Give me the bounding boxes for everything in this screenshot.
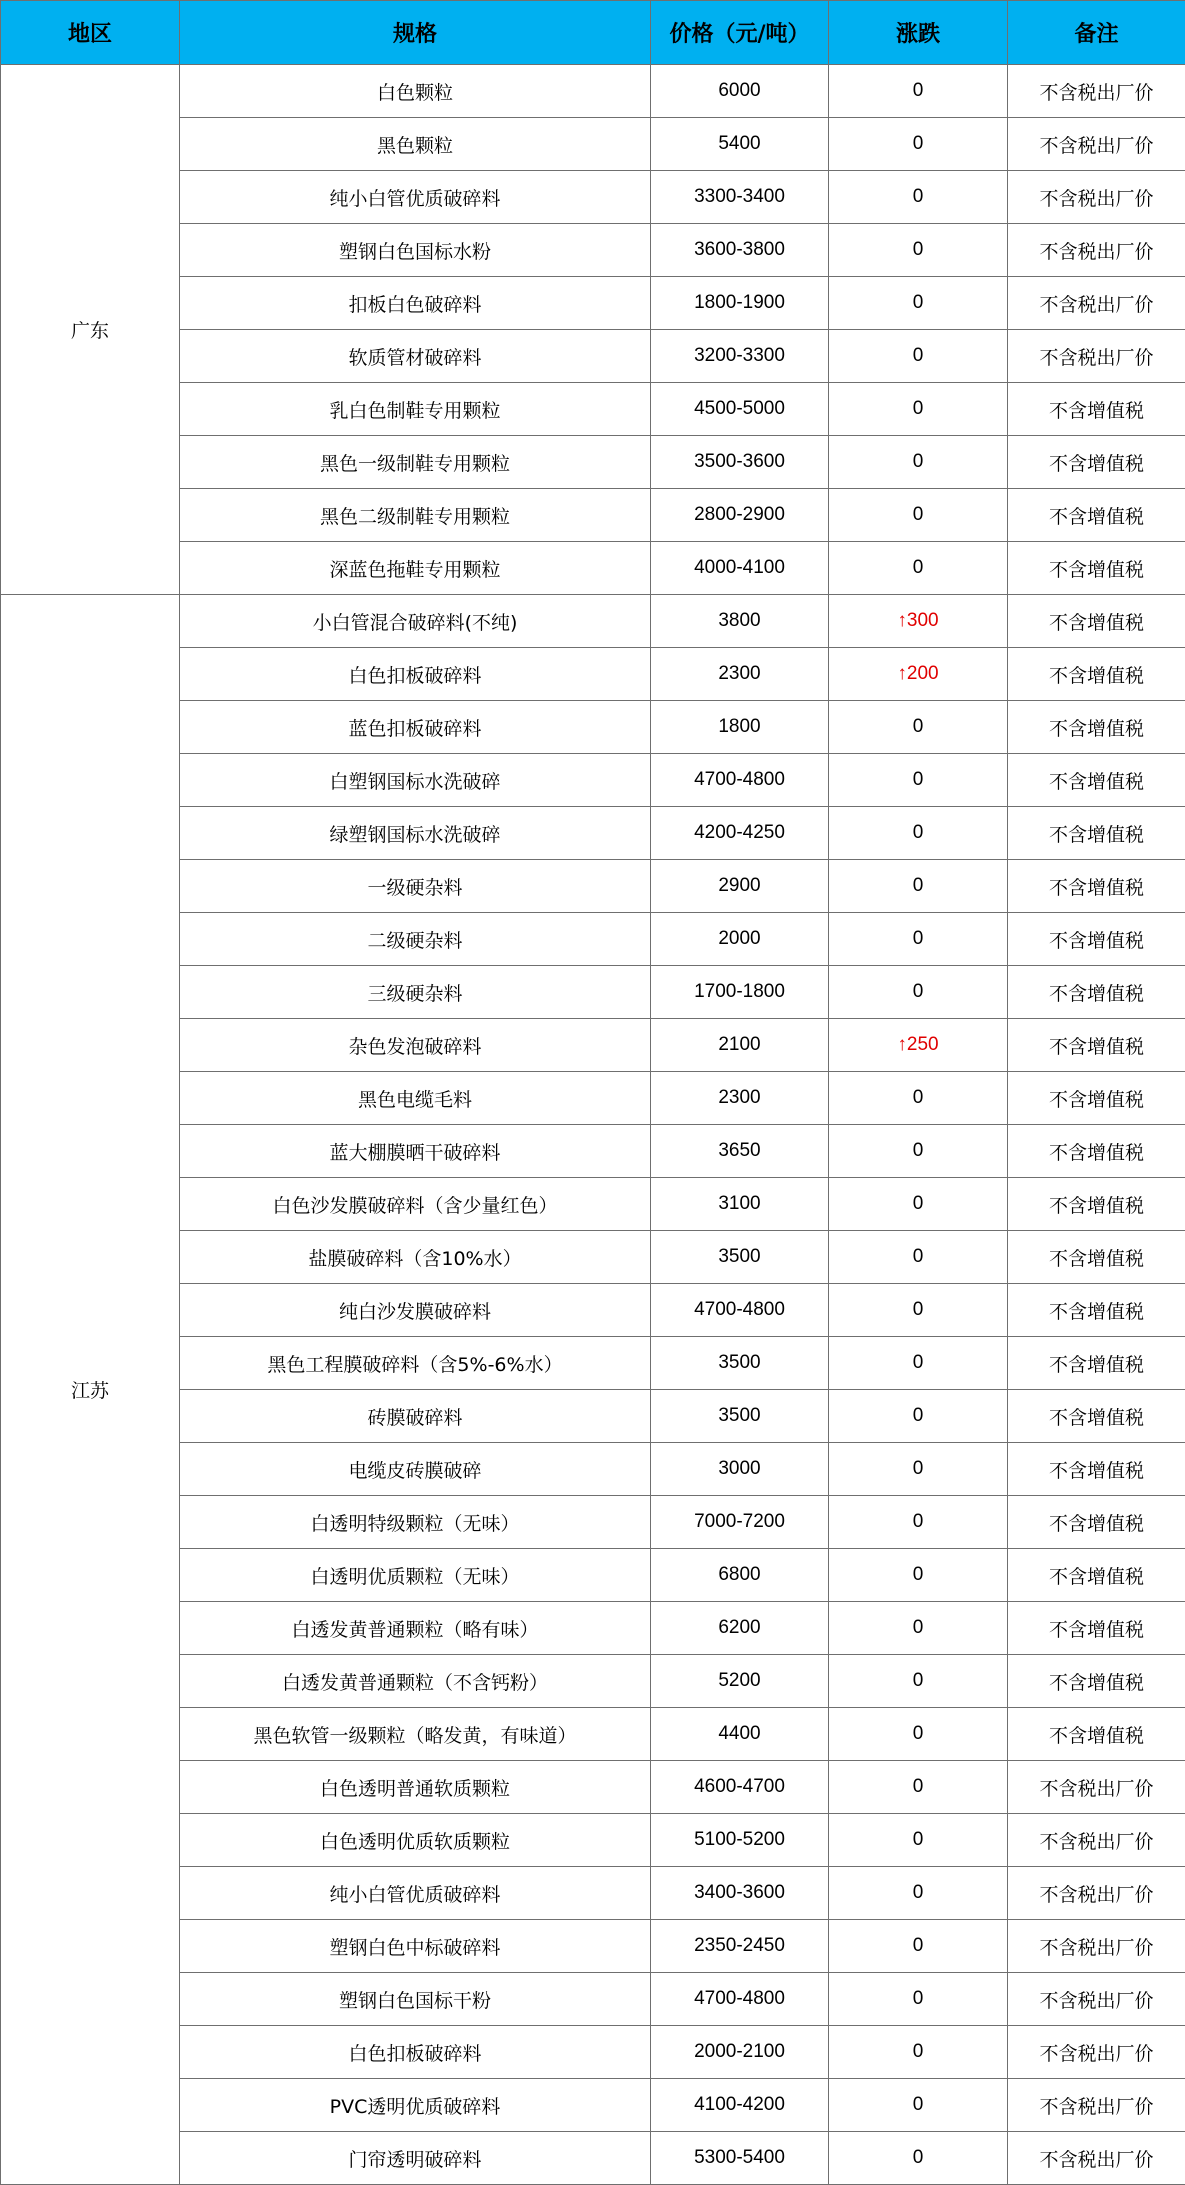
spec-cell: 砖膜破碎料 — [180, 1390, 651, 1443]
note-cell: 不含增值税 — [1008, 913, 1185, 966]
spec-cell: 白色透明优质软质颗粒 — [180, 1814, 651, 1867]
note-cell: 不含增值税 — [1008, 1549, 1185, 1602]
change-cell: 0 — [829, 860, 1008, 913]
header-change: 涨跌 — [829, 1, 1008, 65]
header-price: 价格（元/吨） — [651, 1, 829, 65]
note-cell: 不含税出厂价 — [1008, 330, 1185, 383]
note-cell: 不含税出厂价 — [1008, 2079, 1185, 2132]
spec-cell: 白透明优质颗粒（无味） — [180, 1549, 651, 1602]
change-cell: 0 — [829, 1390, 1008, 1443]
note-cell: 不含增值税 — [1008, 1708, 1185, 1761]
note-cell: 不含税出厂价 — [1008, 1761, 1185, 1814]
spec-cell: 扣板白色破碎料 — [180, 277, 651, 330]
change-cell: 0 — [829, 701, 1008, 754]
price-cell: 5400 — [651, 118, 829, 171]
change-cell: 0 — [829, 966, 1008, 1019]
change-cell: 0 — [829, 1920, 1008, 1973]
spec-cell: 白透发黄普通颗粒（不含钙粉） — [180, 1655, 651, 1708]
note-cell: 不含增值税 — [1008, 1125, 1185, 1178]
change-cell: 0 — [829, 1443, 1008, 1496]
price-cell: 1700-1800 — [651, 966, 829, 1019]
price-cell: 3650 — [651, 1125, 829, 1178]
price-cell: 3300-3400 — [651, 171, 829, 224]
spec-cell: 黑色一级制鞋专用颗粒 — [180, 436, 651, 489]
price-cell: 3800 — [651, 595, 829, 648]
table-body — [1, 65, 1185, 2185]
change-cell: ↑250 — [829, 1019, 1008, 1072]
note-cell: 不含增值税 — [1008, 807, 1185, 860]
spec-cell: PVC透明优质破碎料 — [180, 2079, 651, 2132]
spec-cell: 二级硬杂料 — [180, 913, 651, 966]
note-cell: 不含增值税 — [1008, 1655, 1185, 1708]
spec-cell: 黑色工程膜破碎料（含5%-6%水） — [180, 1337, 651, 1390]
change-cell: 0 — [829, 1496, 1008, 1549]
price-cell: 3000 — [651, 1443, 829, 1496]
price-cell: 4100-4200 — [651, 2079, 829, 2132]
spec-cell: 软质管材破碎料 — [180, 330, 651, 383]
spec-cell: 三级硬杂料 — [180, 966, 651, 1019]
change-cell: 0 — [829, 1549, 1008, 1602]
change-cell: 0 — [829, 1814, 1008, 1867]
change-cell: 0 — [829, 65, 1008, 118]
price-cell: 4700-4800 — [651, 1284, 829, 1337]
change-cell: 0 — [829, 2079, 1008, 2132]
spec-cell: 电缆皮砖膜破碎 — [180, 1443, 651, 1496]
price-cell: 6200 — [651, 1602, 829, 1655]
price-cell: 3500 — [651, 1337, 829, 1390]
header-note: 备注 — [1008, 1, 1185, 65]
note-cell: 不含增值税 — [1008, 1231, 1185, 1284]
note-cell: 不含增值税 — [1008, 1496, 1185, 1549]
price-cell: 2350-2450 — [651, 1920, 829, 1973]
header-row — [1, 1, 1185, 65]
note-cell: 不含税出厂价 — [1008, 2026, 1185, 2079]
spec-cell: 白色扣板破碎料 — [180, 2026, 651, 2079]
price-cell: 3400-3600 — [651, 1867, 829, 1920]
price-cell: 4200-4250 — [651, 807, 829, 860]
price-cell: 5200 — [651, 1655, 829, 1708]
spec-cell: 蓝色扣板破碎料 — [180, 701, 651, 754]
note-cell: 不含税出厂价 — [1008, 2132, 1185, 2185]
spec-cell: 绿塑钢国标水洗破碎 — [180, 807, 651, 860]
note-cell: 不含增值税 — [1008, 701, 1185, 754]
change-cell: 0 — [829, 1178, 1008, 1231]
change-cell: 0 — [829, 1231, 1008, 1284]
note-cell: 不含增值税 — [1008, 1337, 1185, 1390]
note-cell: 不含税出厂价 — [1008, 1867, 1185, 1920]
change-cell: 0 — [829, 330, 1008, 383]
price-cell: 6800 — [651, 1549, 829, 1602]
note-cell: 不含税出厂价 — [1008, 65, 1185, 118]
change-cell: 0 — [829, 1125, 1008, 1178]
price-cell: 4000-4100 — [651, 542, 829, 595]
price-cell: 2300 — [651, 1072, 829, 1125]
table-row — [1, 65, 1185, 118]
price-cell: 3600-3800 — [651, 224, 829, 277]
change-cell: 0 — [829, 383, 1008, 436]
price-cell: 4500-5000 — [651, 383, 829, 436]
change-cell: 0 — [829, 118, 1008, 171]
price-cell: 3500 — [651, 1231, 829, 1284]
header-spec: 规格 — [180, 1, 651, 65]
spec-cell: 乳白色制鞋专用颗粒 — [180, 383, 651, 436]
spec-cell: 白色颗粒 — [180, 65, 651, 118]
change-cell: 0 — [829, 1867, 1008, 1920]
change-cell: 0 — [829, 171, 1008, 224]
spec-cell: 深蓝色拖鞋专用颗粒 — [180, 542, 651, 595]
change-cell: 0 — [829, 754, 1008, 807]
spec-cell: 白色扣板破碎料 — [180, 648, 651, 701]
note-cell: 不含增值税 — [1008, 648, 1185, 701]
note-cell: 不含增值税 — [1008, 1443, 1185, 1496]
spec-cell: 小白管混合破碎料(不纯) — [180, 595, 651, 648]
spec-cell: 塑钢白色中标破碎料 — [180, 1920, 651, 1973]
note-cell: 不含增值税 — [1008, 383, 1185, 436]
price-cell: 3500-3600 — [651, 436, 829, 489]
note-cell: 不含增值税 — [1008, 436, 1185, 489]
spec-cell: 白透发黄普通颗粒（略有味） — [180, 1602, 651, 1655]
spec-cell: 一级硬杂料 — [180, 860, 651, 913]
spec-cell: 白塑钢国标水洗破碎 — [180, 754, 651, 807]
note-cell: 不含税出厂价 — [1008, 1920, 1185, 1973]
change-cell: 0 — [829, 277, 1008, 330]
note-cell: 不含增值税 — [1008, 1602, 1185, 1655]
price-cell: 1800 — [651, 701, 829, 754]
change-cell: 0 — [829, 1973, 1008, 2026]
note-cell: 不含增值税 — [1008, 489, 1185, 542]
note-cell: 不含税出厂价 — [1008, 1973, 1185, 2026]
note-cell: 不含税出厂价 — [1008, 118, 1185, 171]
spec-cell: 黑色二级制鞋专用颗粒 — [180, 489, 651, 542]
change-cell: 0 — [829, 807, 1008, 860]
price-cell: 2000 — [651, 913, 829, 966]
change-cell: 0 — [829, 1602, 1008, 1655]
price-cell: 3500 — [651, 1390, 829, 1443]
change-cell: 0 — [829, 489, 1008, 542]
spec-cell: 杂色发泡破碎料 — [180, 1019, 651, 1072]
change-cell: 0 — [829, 1655, 1008, 1708]
header-region: 地区 — [1, 1, 180, 65]
note-cell: 不含增值税 — [1008, 1178, 1185, 1231]
price-cell: 4400 — [651, 1708, 829, 1761]
spec-cell: 塑钢白色国标水粉 — [180, 224, 651, 277]
spec-cell: 纯小白管优质破碎料 — [180, 171, 651, 224]
price-cell: 3100 — [651, 1178, 829, 1231]
table-row — [1, 595, 1185, 648]
spec-cell: 盐膜破碎料（含10%水） — [180, 1231, 651, 1284]
table-header — [1, 1, 1185, 65]
change-cell: 0 — [829, 1072, 1008, 1125]
change-cell: ↑200 — [829, 648, 1008, 701]
note-cell: 不含增值税 — [1008, 1072, 1185, 1125]
price-cell: 1800-1900 — [651, 277, 829, 330]
spec-cell: 黑色颗粒 — [180, 118, 651, 171]
change-cell: ↑300 — [829, 595, 1008, 648]
price-cell: 4700-4800 — [651, 1973, 829, 2026]
spec-cell: 黑色电缆毛料 — [180, 1072, 651, 1125]
change-cell: 0 — [829, 1284, 1008, 1337]
note-cell: 不含增值税 — [1008, 542, 1185, 595]
note-cell: 不含增值税 — [1008, 966, 1185, 1019]
price-cell: 2300 — [651, 648, 829, 701]
change-cell: 0 — [829, 224, 1008, 277]
spec-cell: 白色沙发膜破碎料（含少量红色） — [180, 1178, 651, 1231]
spec-cell: 门帘透明破碎料 — [180, 2132, 651, 2185]
price-cell: 5300-5400 — [651, 2132, 829, 2185]
spec-cell: 塑钢白色国标干粉 — [180, 1973, 651, 2026]
spec-cell: 黑色软管一级颗粒（略发黄，有味道） — [180, 1708, 651, 1761]
change-cell: 0 — [829, 2132, 1008, 2185]
note-cell: 不含增值税 — [1008, 595, 1185, 648]
change-cell: 0 — [829, 436, 1008, 489]
change-cell: 0 — [829, 1761, 1008, 1814]
change-cell: 0 — [829, 1337, 1008, 1390]
note-cell: 不含税出厂价 — [1008, 224, 1185, 277]
note-cell: 不含税出厂价 — [1008, 171, 1185, 224]
change-cell: 0 — [829, 2026, 1008, 2079]
price-cell: 4700-4800 — [651, 754, 829, 807]
region-cell: 江苏 — [1, 595, 180, 2185]
price-cell: 2100 — [651, 1019, 829, 1072]
spec-cell: 纯小白管优质破碎料 — [180, 1867, 651, 1920]
spec-cell: 白色透明普通软质颗粒 — [180, 1761, 651, 1814]
price-cell: 5100-5200 — [651, 1814, 829, 1867]
region-cell: 广东 — [1, 65, 180, 595]
note-cell: 不含税出厂价 — [1008, 277, 1185, 330]
note-cell: 不含增值税 — [1008, 754, 1185, 807]
price-cell: 3200-3300 — [651, 330, 829, 383]
price-cell: 2900 — [651, 860, 829, 913]
note-cell: 不含增值税 — [1008, 1019, 1185, 1072]
price-cell: 2000-2100 — [651, 2026, 829, 2079]
note-cell: 不含税出厂价 — [1008, 1814, 1185, 1867]
note-cell: 不含增值税 — [1008, 860, 1185, 913]
note-cell: 不含增值税 — [1008, 1284, 1185, 1337]
price-cell: 6000 — [651, 65, 829, 118]
change-cell: 0 — [829, 1708, 1008, 1761]
spec-cell: 纯白沙发膜破碎料 — [180, 1284, 651, 1337]
change-cell: 0 — [829, 913, 1008, 966]
spec-cell: 蓝大棚膜晒干破碎料 — [180, 1125, 651, 1178]
note-cell: 不含增值税 — [1008, 1390, 1185, 1443]
price-cell: 7000-7200 — [651, 1496, 829, 1549]
spec-cell: 白透明特级颗粒（无味） — [180, 1496, 651, 1549]
price-cell: 2800-2900 — [651, 489, 829, 542]
change-cell: 0 — [829, 542, 1008, 595]
price-cell: 4600-4700 — [651, 1761, 829, 1814]
